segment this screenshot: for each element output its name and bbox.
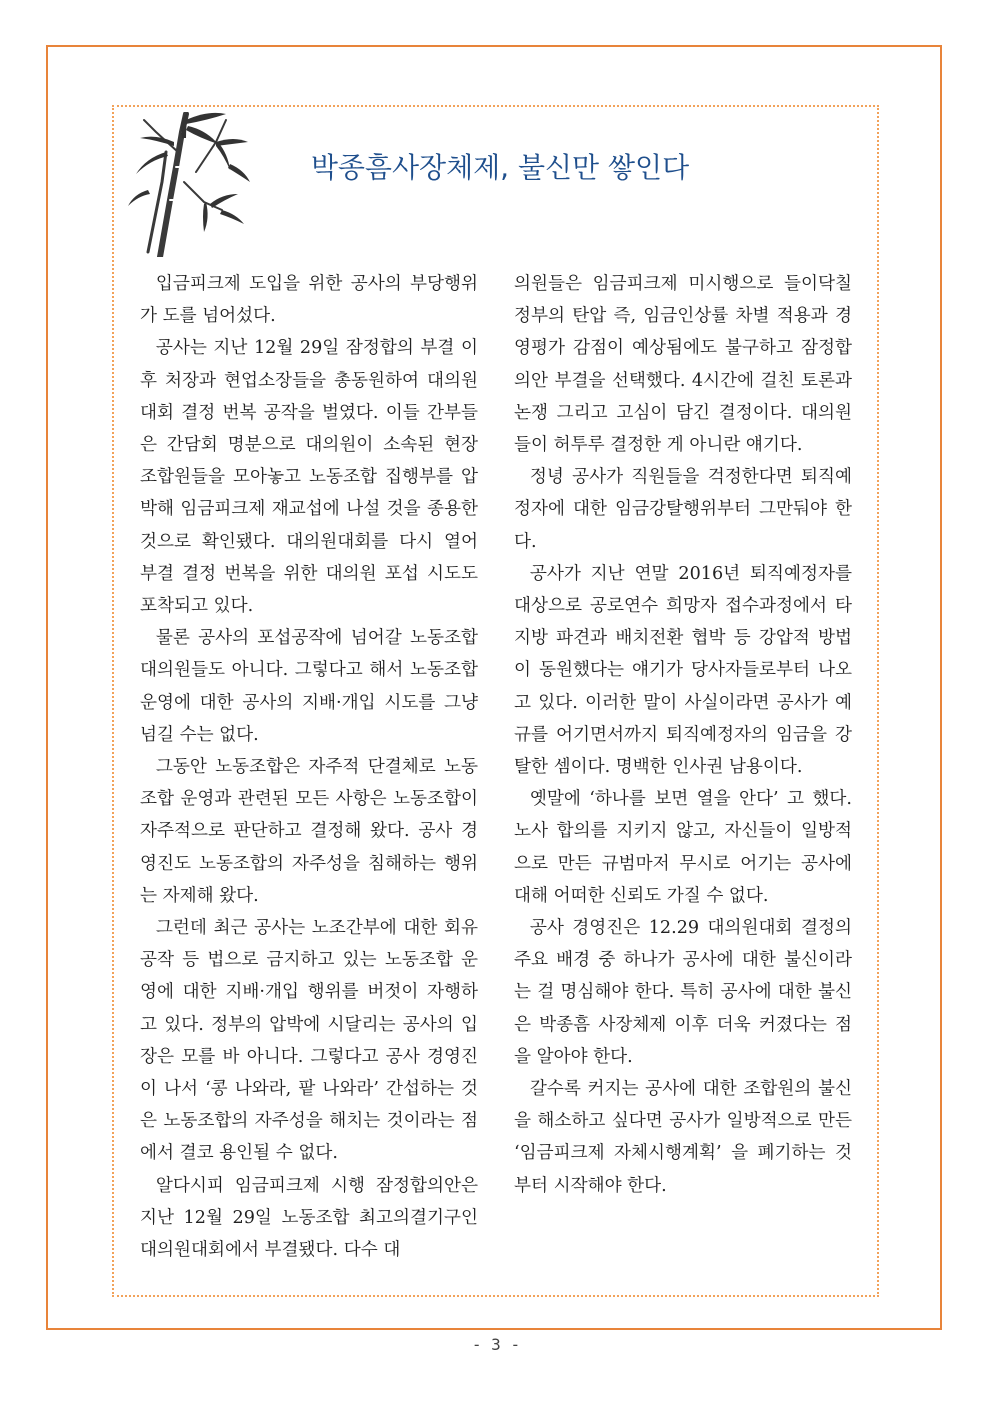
paragraph: 공사는 지난 12월 29일 잠정합의 부결 이후 처장과 현업소장들을 총동원하여 대의원대회 결정 번복 공작을 벌였다. 이들 간부들은 간담회 명분으로 대의원이 소속된 현장 조합원들을 모아놓고 노동조합 집행부를 압박해 임금피크제 재교섭에 나설 것을 종용한 것으로 확인됐다. 대의원대회를 다시 열어 부결 결정 번복을 위한 대의원 포섭 시도도 포착되고 있다. <box>140 338 478 617</box>
left-column <box>140 268 478 1266</box>
paragraph: 그동안 노동조합은 자주적 단결체로 노동조합 운영과 관련된 모든 사항은 노동조합이 자주적으로 판단하고 결정해 왔다. 공사 경영진도 노동조합의 자주성을 침해하는 행위는 자제해 왔다. <box>140 757 478 906</box>
page-number: - 3 - <box>471 1335 521 1354</box>
paragraph: 그런데 최근 공사는 노조간부에 대한 회유공작 등 법으로 금지하고 있는 노동조합 운영에 대한 지배·개입 행위를 버젓이 자행하고 있다. 정부의 압박에 시달리는 공사의 입장은 모를 바 아니다. 그렇다고 공사 경영진이 나서 ‘콩 나와라, 팥 나와라’ 간섭하는 것은 노동조합의 자주성을 해치는 것이라는 점에서 결코 용인될 수 없다. <box>140 918 478 1164</box>
paragraph: 공사 경영진은 12.29 대의원대회 결정의 주요 배경 중 하나가 공사에 대한 불신이라는 걸 명심해야 한다. 특히 공사에 대한 불신은 박종흠 사장체제 이후 더욱 커졌다는 점을 알아야 한다. <box>514 918 852 1067</box>
paragraph: 의원들은 임금피크제 미시행으로 들이닥칠 정부의 탄압 즉, 임금인상률 차별 적용과 경영평가 감점이 예상됨에도 불구하고 잠정합의안 부결을 선택했다. 4시간에 걸친 토론과 논쟁 그리고 고심이 담긴 결정이다. 대의원들이 허투루 결정한 게 아니란 얘기다. <box>514 274 852 456</box>
paragraph: 옛말에 ‘하나를 보면 열을 안다’ 고 했다. 노사 합의를 지키지 않고, 자신들이 일방적으로 만든 규범마저 무시로 어기는 공사에 대해 어떠한 신뢰도 가질 수 없다. <box>514 789 852 906</box>
article-title: 박종흠사장체제, 불신만 쌓인다 <box>310 151 690 184</box>
paragraph: 물론 공사의 포섭공작에 넘어갈 노동조합 대의원들도 아니다. 그렇다고 해서 노동조합 운영에 대한 공사의 지배·개입 시도를 그냥 넘길 수는 없다. <box>140 628 478 745</box>
right-column <box>514 268 852 1202</box>
paragraph: 정녕 공사가 직원들을 걱정한다면 퇴직예정자에 대한 임금강탈행위부터 그만둬야 한다. <box>514 467 852 552</box>
paragraph: 입금피크제 도입을 위한 공사의 부당행위가 도를 넘어섰다. <box>140 274 478 327</box>
paragraph: 공사가 지난 연말 2016년 퇴직예정자를 대상으로 공로연수 희망자 접수과정에서 타 지방 파견과 배치전환 협박 등 강압적 방법이 동원했다는 얘기가 당사자들로부터 나오고 있다. 이러한 말이 사실이라면 공사가 예규를 어기면서까지 퇴직예정자의 임금을 강탈한 셈이다. 명백한 인사권 남용이다. <box>514 563 852 778</box>
paragraph: 갈수록 커지는 공사에 대한 조합원의 불신을 해소하고 싶다면 공사가 일방적으로 만든 ‘임금피크제 자체시행계획’ 을 폐기하는 것부터 시작해야 한다. <box>514 1079 852 1196</box>
bamboo-icon <box>126 112 256 257</box>
paragraph: 알다시피 임금피크제 시행 잠정합의안은 지난 12월 29일 노동조합 최고의결기구인 대의원대회에서 부결됐다. 다수 대 <box>140 1175 478 1261</box>
